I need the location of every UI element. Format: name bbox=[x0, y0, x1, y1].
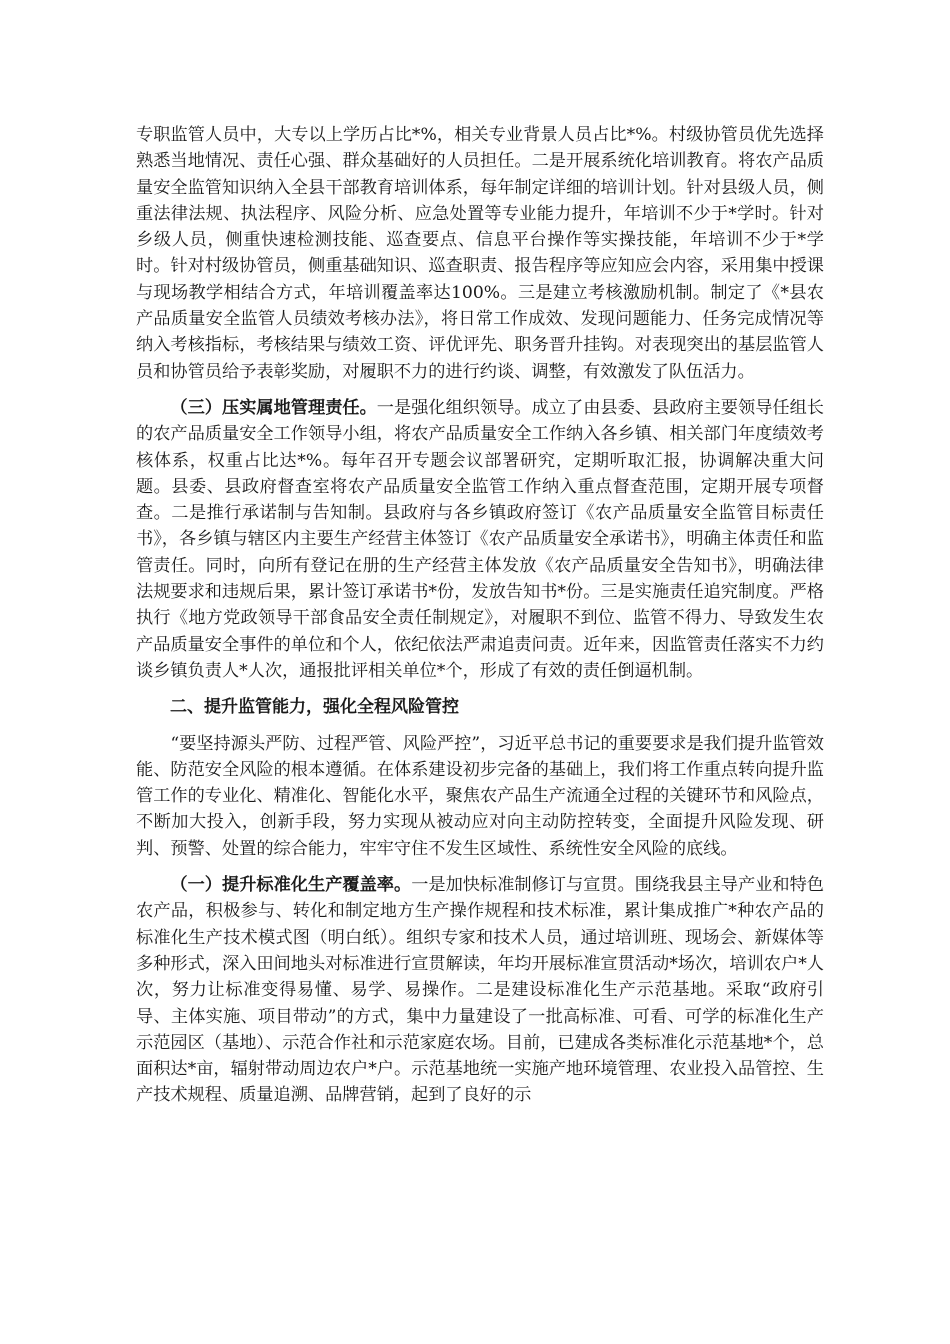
paragraph-standardization bbox=[136, 872, 824, 1109]
section-lead-standardization: （一）提升标准化生产覆盖率。 bbox=[170, 875, 412, 896]
section-lead-territorial: （三）压实属地管理责任。 bbox=[170, 397, 377, 418]
section-heading: 二、提升监管能力，强化全程风险管控 bbox=[170, 697, 459, 718]
paragraph-territorial-responsibility bbox=[136, 395, 824, 684]
paragraph-training: 专职监管人员中，大专以上学历占比*%，相关专业背景人员占比*%。村级协管员优先选择熟悉当地情况、责任心强、群众基础好的人员担任。二是开展系统化培训教育。将农产品质量安全监管知识纳入全县干部教育培训体系，每年制定详细的培训计划。针对县级人员，侧重法律法规、执法程序、风险分析、应急处置等专业能力提升，年培训不少于*学时。针对乡级人员，侧重快速检测技能、巡查要点、信息平台操作等实操技能，年培训不少于*学时。针对村级协管员，侧重基础知识、巡查职责、报告程序等应知应会内容，采用集中授课与现场教学相结合方式，年培训覆盖率达100%。三是建立考核激励机制。制定了《*县农产品质量安全监管人员绩效考核办法》，将日常工作成效、发现问题能力、任务完成情况等纳入考核指标，考核结果与绩效工资、评优评先、职务晋升挂钩。对表现突出的基层监管人员和协管员给予表彰奖励，对履职不力的进行约谈、调整，有效激发了队伍活力。 bbox=[136, 125, 824, 382]
paragraph-risk-control: “要坚持源头严防、过程严管、风险严控”，习近平总书记的重要要求是我们提升监管效能、防范安全风险的根本遵循。在体系建设初步完备的基础上，我们将工作重点转向提升监管工作的专业化、精准化、智能化水平，聚焦农产品生产流通全过程的关键环节和风险点，不断加大投入，创新手段，努力实现从被动应对向主动防控转变，全面提升风险发现、研判、预警、处置的综合能力，牢牢守住不发生区域性、系统性安全风险的底线。 bbox=[136, 733, 824, 859]
paragraph-body-standardization: 一是加快标准制修订与宣贯。围绕我县主导产业和特色农产品，积极参与、转化和制定地方生产操作规程和技术标准，累计集成推广*种农产品的标准化生产技术模式图（明白纸）。组织专家和技术人员，通过培训班、现场会、新媒体等多种形式，深入田间地头对标准进行宣贯解读，年均开展标准宣贯活动*场次，培训农户*人次，努力让标准变得易懂、易学、易操作。二是建设标准化生产示范基地。采取“政府引导、主体实施、项目带动”的方式，集中力量建设了一批高标准、可看、可学的标准化生产示范园区（基地）、示范合作社和示范家庭农场。目前，已建成各类标准化示范基地*个，总面积达*亩，辐射带动周边农户*户。示范基地统一实施产地环境管理、农业投入品管控、生产技术规程、质量追溯、品牌营销，起到了良好的示 bbox=[136, 875, 824, 1106]
paragraph-body-territorial: 一是强化组织领导。成立了由县委、县政府主要领导任组长的农产品质量安全工作领导小组，将农产品质量安全工作纳入各乡镇、相关部门年度绩效考核体系，权重占比达*%。每年召开专题会议部署研究，定期听取汇报，协调解决重大问题。县委、县政府督查室将农产品质量安全监管工作纳入重点督查范围，定期开展专项督查。二是推行承诺制与告知制。县政府与各乡镇政府签订《农产品质量安全监管目标责任书》，各乡镇与辖区内主要生产经营主体签订《农产品质量安全承诺书》，明确主体责任和监管责任。同时，向所有登记在册的生产经营主体发放《农产品质量安全告知书》，明确法律法规要求和违规后果，累计签订承诺书*份，发放告知书*份。三是实施责任追究制度。严格执行《地方党政领导干部食品安全责任制规定》，对履职不到位、监管不得力、导致发生农产品质量安全事件的单位和个人，依纪依法严肃追责问责。近年来，因监管责任落实不力约谈乡镇负责人*人次，通报批评相关单位*个，形成了有效的责任倒逼机制。 bbox=[136, 397, 824, 681]
document-body bbox=[136, 122, 824, 1109]
